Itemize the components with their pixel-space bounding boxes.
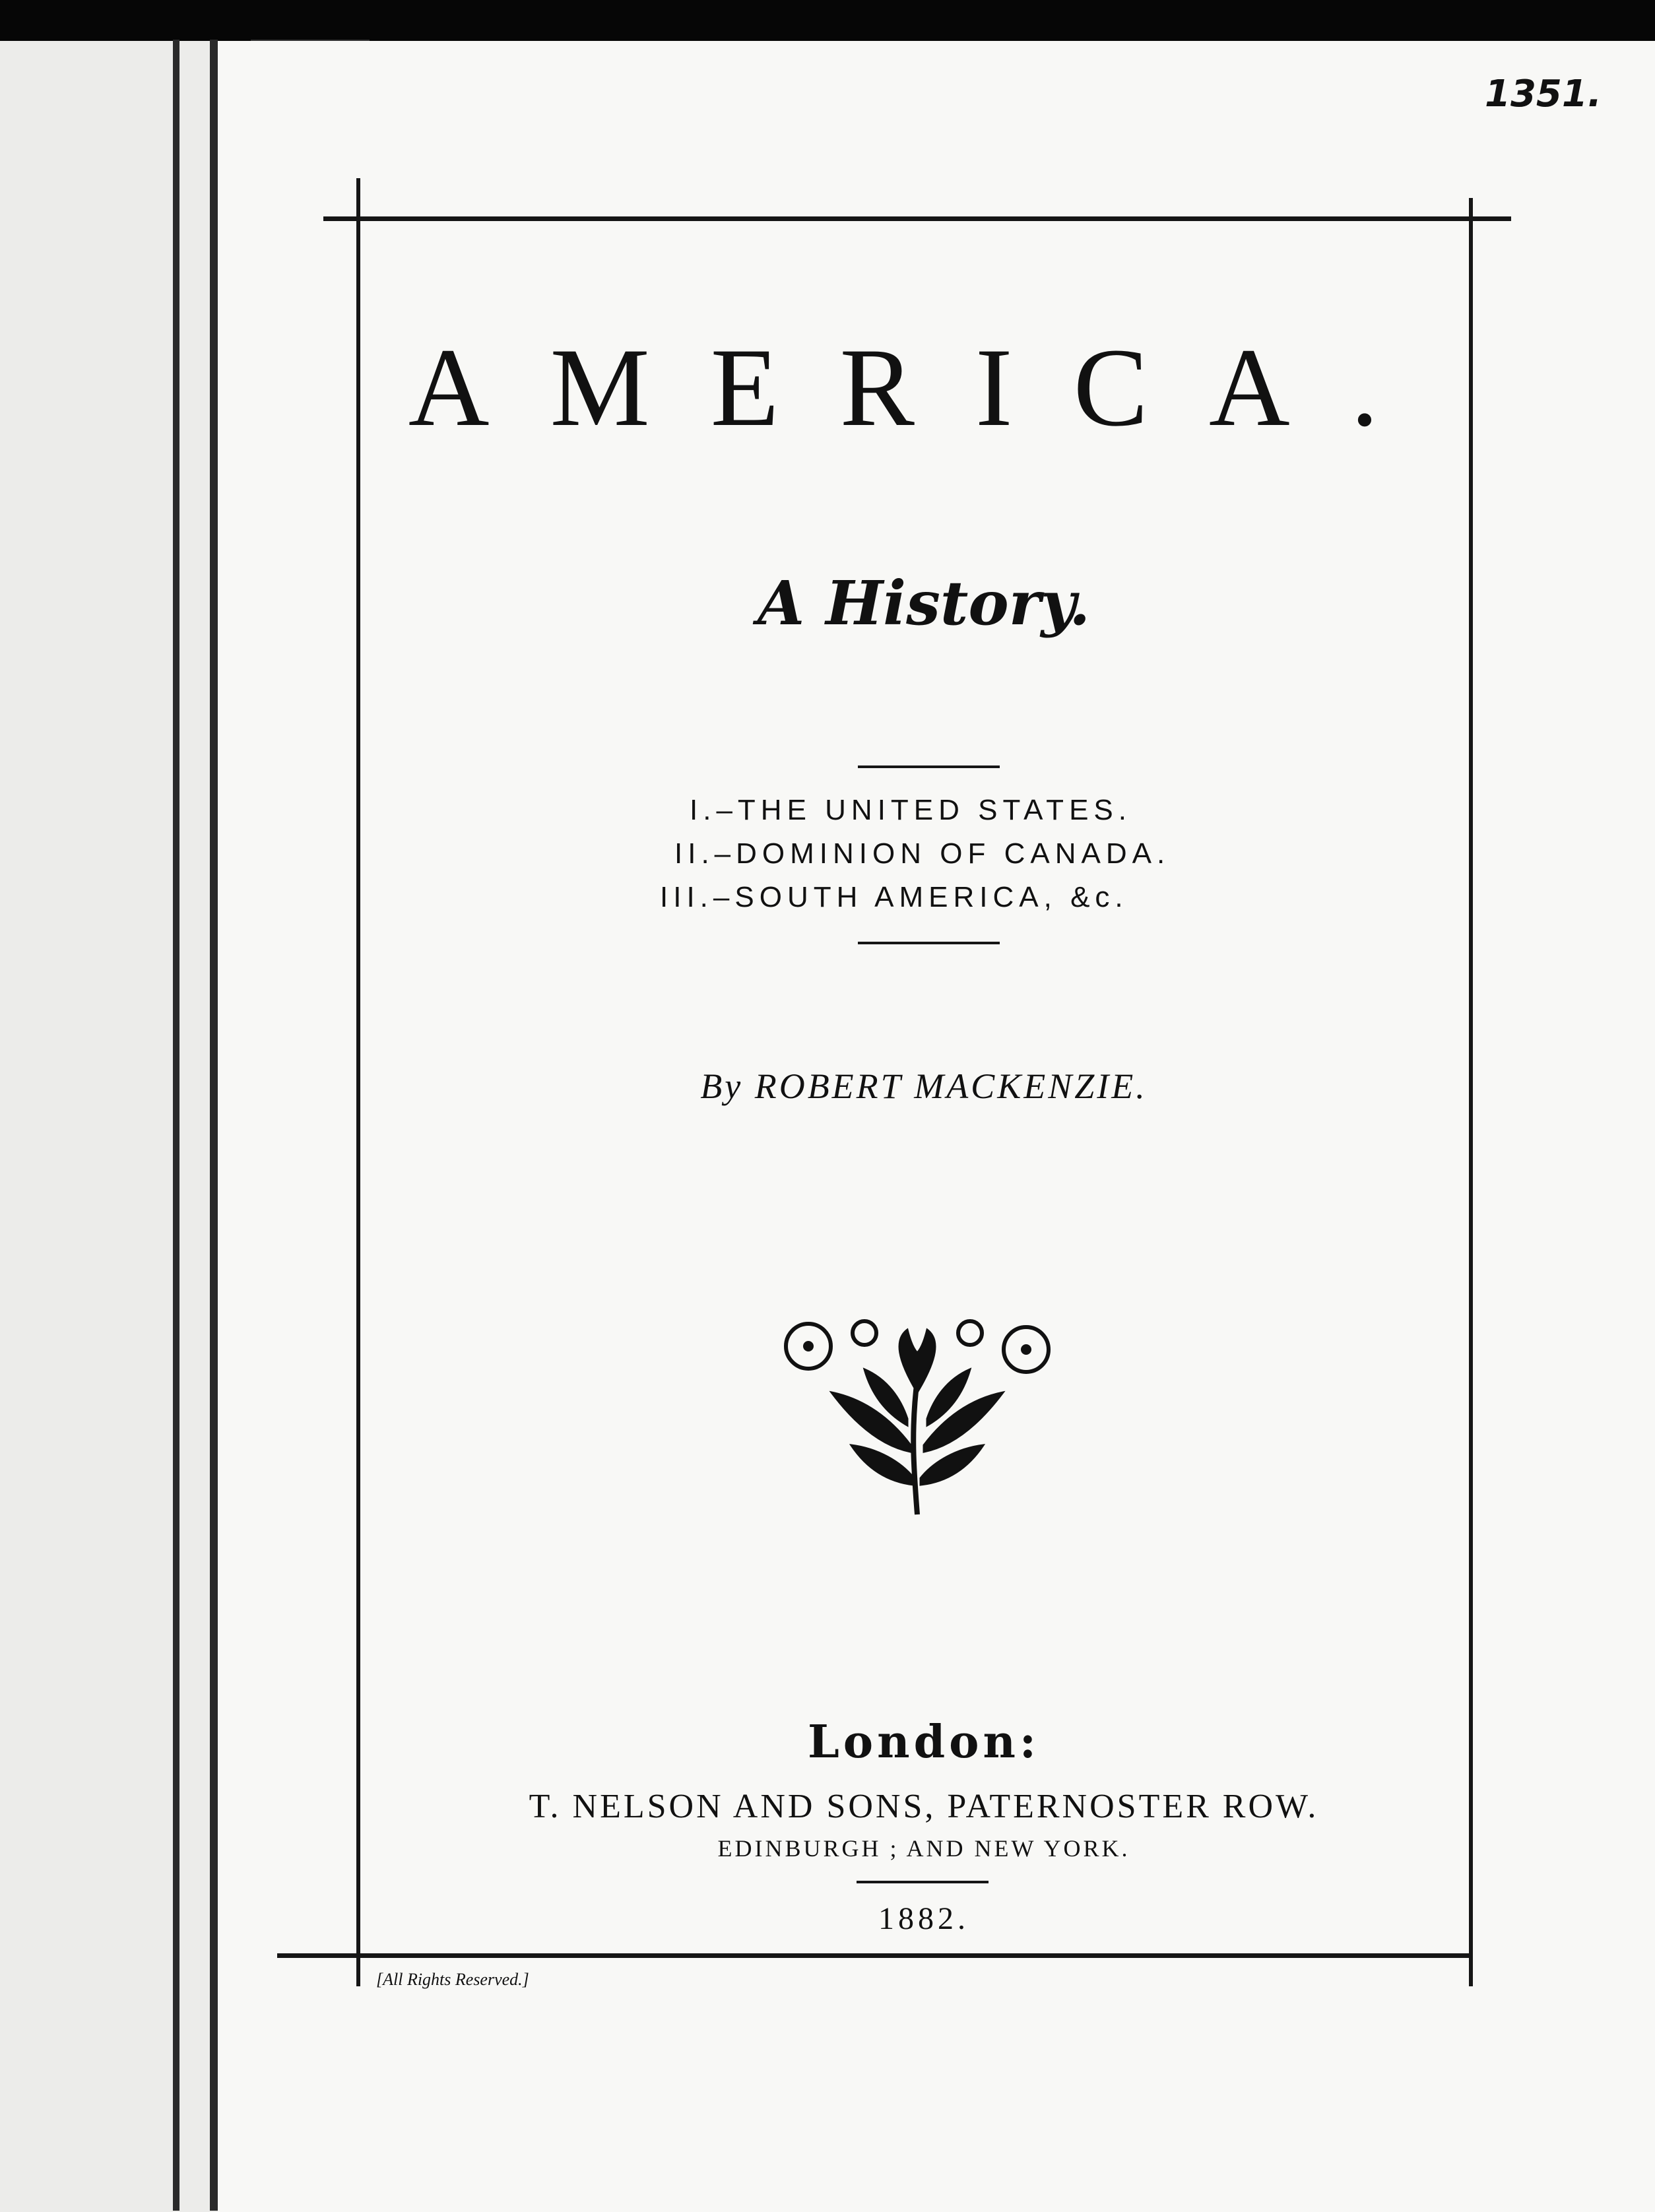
binding-line-outer: [210, 40, 218, 2211]
imprint-year: 1882.: [878, 1901, 969, 1936]
catalog-number: 1351.: [1485, 73, 1602, 115]
book-subtitle: A History.: [757, 568, 1091, 639]
divider-rule-lower: [858, 942, 1000, 944]
imprint-place: London:: [807, 1716, 1041, 1769]
binding-margin: [0, 41, 218, 2212]
contents-item: I.–THE UNITED STATES.: [690, 794, 1132, 826]
contents-item: III.–SOUTH AMERICA, &c.: [660, 881, 1128, 913]
author-line: By ROBERT MACKENZIE.: [700, 1066, 1148, 1106]
imprint-cities: EDINBURGH ; AND NEW YORK.: [717, 1835, 1130, 1862]
contents-item: II.–DOMINION OF CANADA.: [674, 837, 1171, 870]
scan-top-border: [0, 0, 1655, 41]
frame-bottom-rule: [277, 1953, 1472, 1958]
frame-top-rule: [323, 216, 1511, 221]
binding-line: [173, 40, 179, 2211]
floral-ornament-icon: [779, 1313, 1056, 1518]
rights-notice: [All Rights Reserved.]: [376, 1970, 529, 1989]
contents-list: [647, 789, 1307, 919]
book-title: AMERICA.: [408, 325, 1440, 449]
imprint-publisher: T. NELSON AND SONS, PATERNOSTER ROW.: [529, 1788, 1319, 1825]
divider-rule-upper: [858, 765, 1000, 768]
divider-rule-imprint: [857, 1881, 989, 1883]
